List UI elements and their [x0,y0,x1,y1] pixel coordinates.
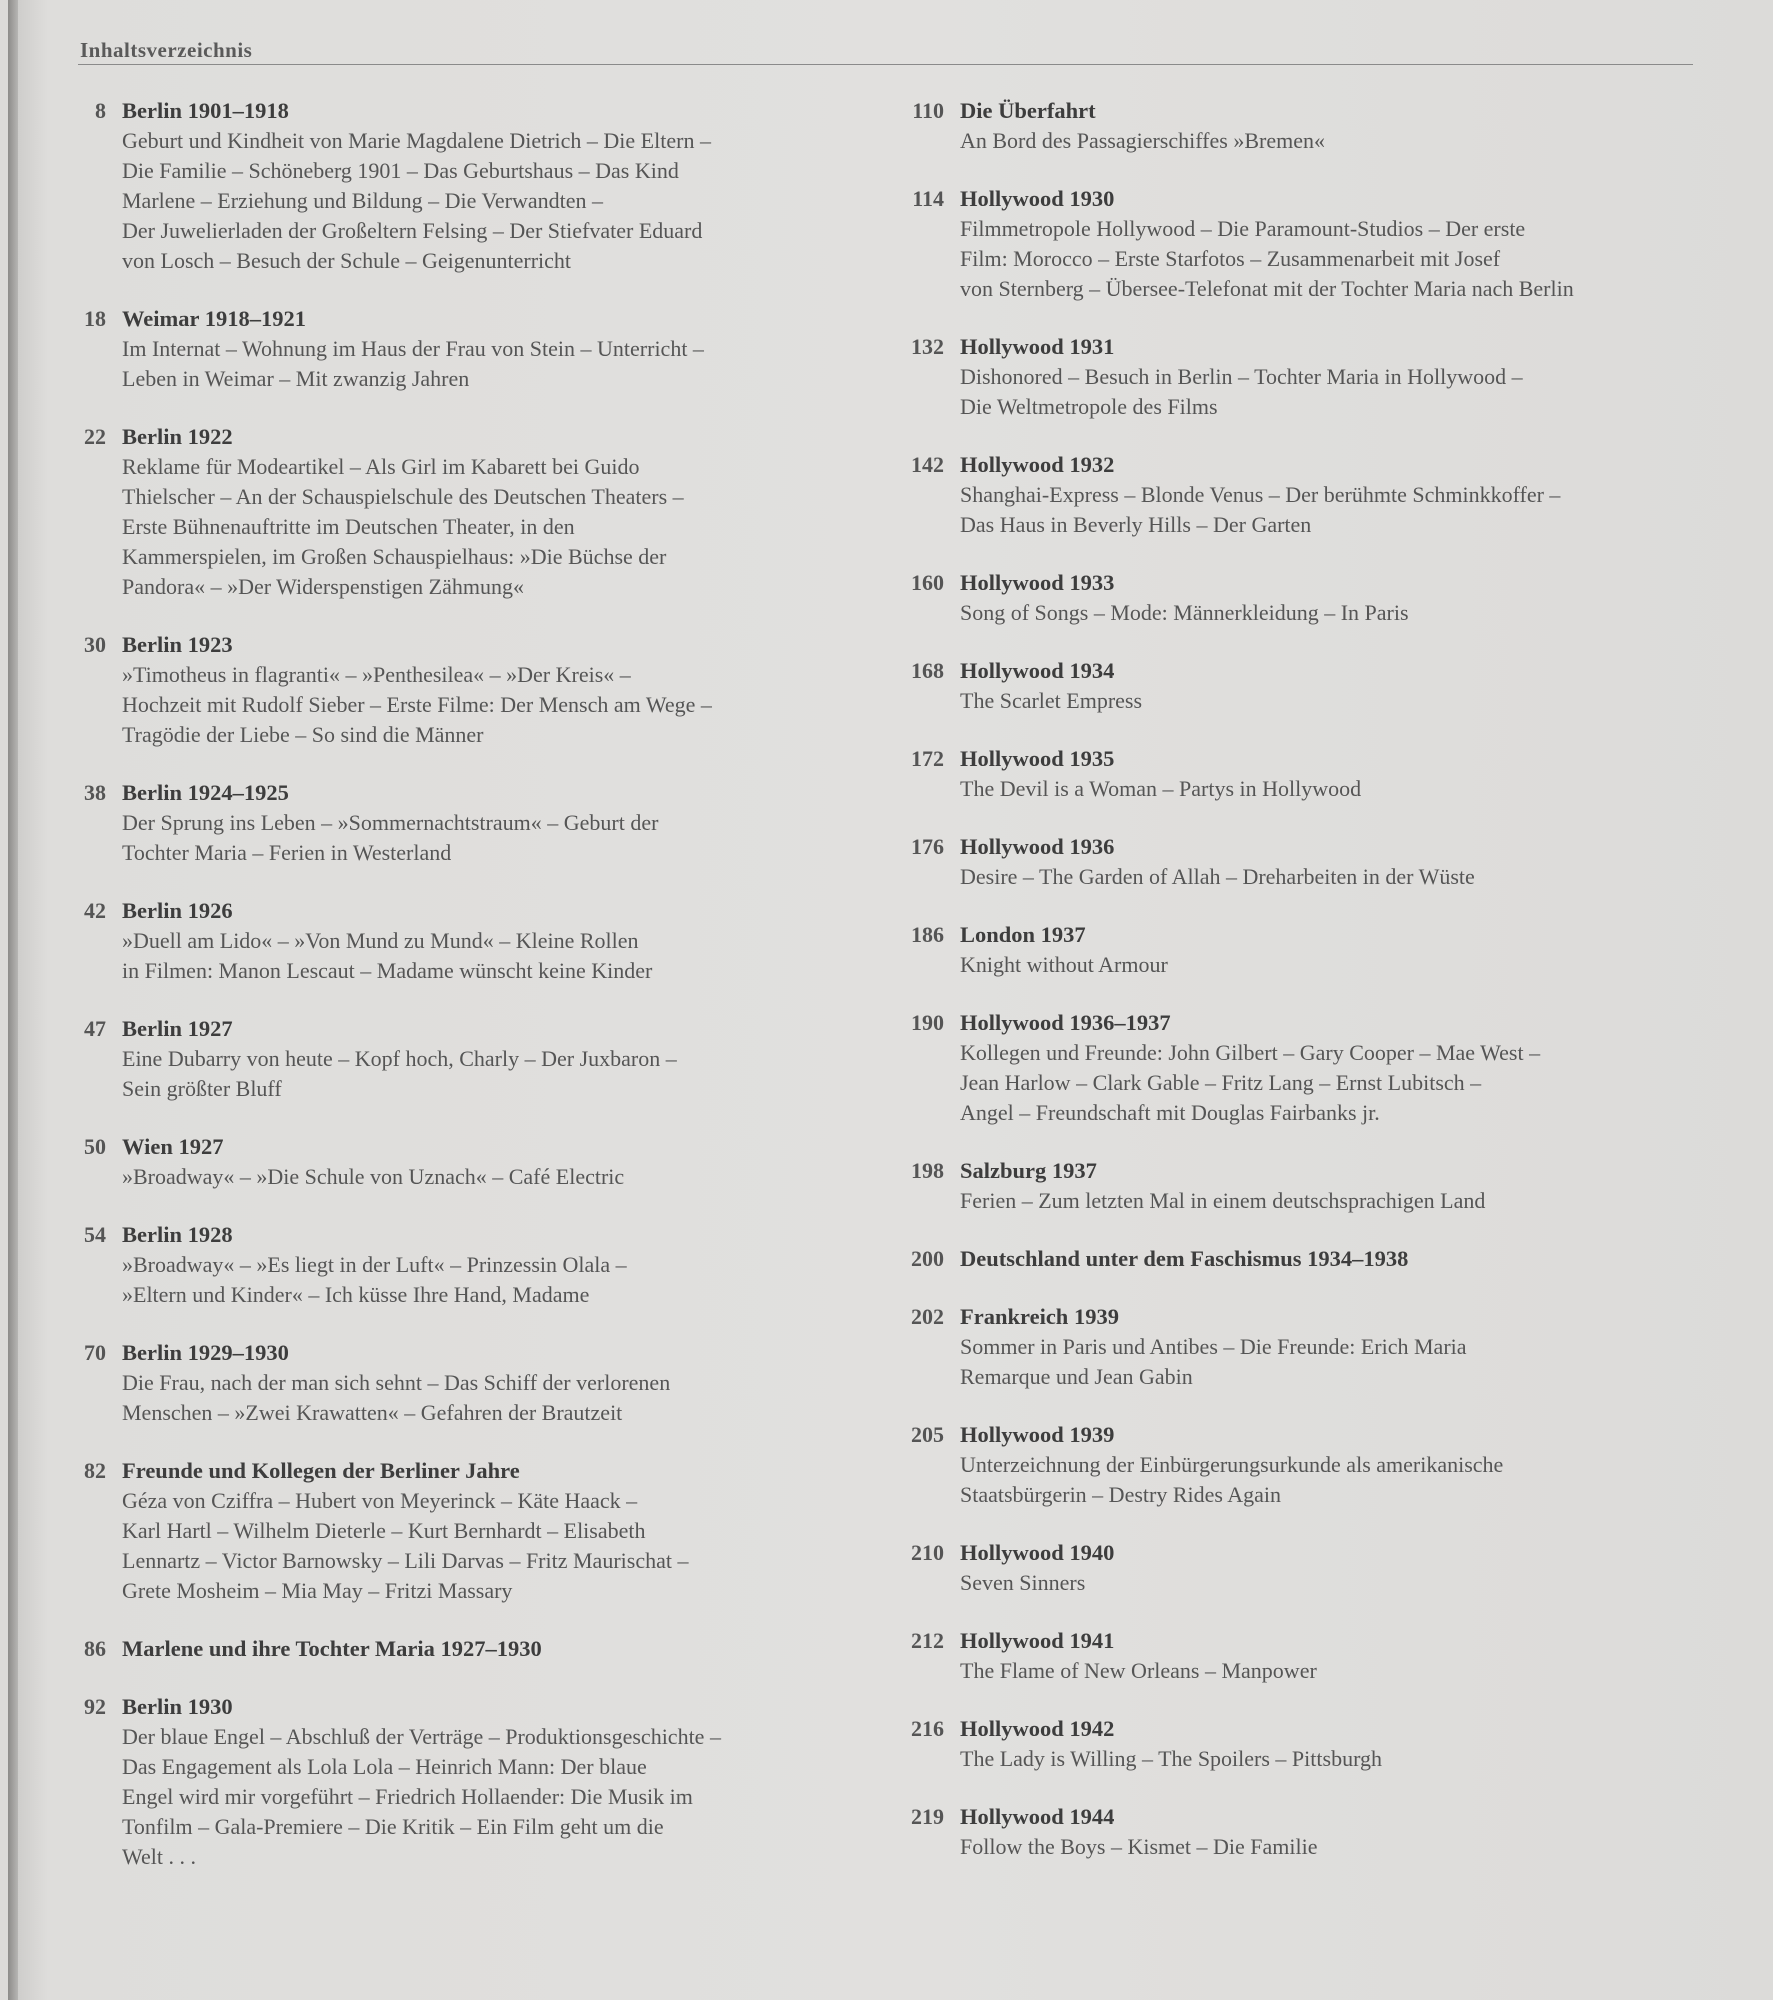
toc-entry-body [960,920,1724,980]
toc-chapter-title: Berlin 1923 [122,632,233,657]
toc-chapter-title: Freunde und Kollegen der Berliner Jahre [122,1458,520,1483]
toc-page-number: 110 [912,98,944,123]
toc-entry-body [122,96,846,276]
toc-chapter-description: The Flame of New Orleans – Manpower [960,1658,1317,1683]
toc-entry-body [122,1456,846,1606]
toc-entry-body [960,450,1724,540]
toc-entry-body [122,1634,846,1664]
page-header: Inhaltsverzeichnis [80,38,253,62]
toc-page-number: 18 [84,306,106,331]
toc-chapter-title: Salzburg 1937 [960,1158,1097,1183]
toc-chapter-title: Berlin 1928 [122,1222,233,1247]
toc-chapter-title: Frankreich 1939 [960,1304,1119,1329]
toc-chapter-title: Berlin 1929–1930 [122,1340,289,1365]
toc-entry [894,1156,1724,1216]
toc-chapter-title: Hollywood 1941 [960,1628,1115,1653]
toc-entry [66,1132,846,1192]
toc-page-number: 172 [911,746,944,771]
toc-chapter-description: Filmmetropole Hollywood – Die Paramount-Studios – Der erste Film: Morocco – Erste Starfotos – Zusammenarbeit mit Josef von Sternberg – Übersee-Telefonat mit der Tochter Maria nach Berlin [960,216,1574,301]
toc-entry [894,1244,1724,1274]
toc-entry [66,1456,846,1606]
toc-entry [894,744,1724,804]
toc-entry [66,96,846,276]
toc-entry-body [122,1014,846,1104]
toc-entry-body [960,1244,1724,1274]
toc-page-number: 70 [84,1340,106,1365]
toc-page-number: 160 [911,570,944,595]
toc-entry-body [122,1132,846,1192]
toc-page-number: 132 [911,334,944,359]
toc-entry [894,1420,1724,1510]
toc-chapter-description: Géza von Cziffra – Hubert von Meyerinck – Käte Haack – Karl Hartl – Wilhelm Dieterle – Kurt Bernhardt – Elisabeth Lennartz – Victor Barnowsky – Lili Darvas – Fritz Maurischat – Grete Mosheim – Mia May – Fritzi Massary [122,1488,689,1603]
toc-page-number: 198 [911,1158,944,1183]
toc-entry [894,832,1724,892]
toc-page-number: 186 [911,922,944,947]
toc-chapter-title: Hollywood 1944 [960,1804,1115,1829]
toc-chapter-description: Seven Sinners [960,1570,1086,1595]
toc-entry-body [122,1220,846,1310]
toc-entry [894,920,1724,980]
toc-page-number: 176 [911,834,944,859]
toc-entry [66,1220,846,1310]
toc-chapter-description: The Devil is a Woman – Partys in Hollywood [960,776,1362,801]
toc-page-number: 86 [84,1636,106,1661]
toc-entry [894,568,1724,628]
toc-entry-body [960,568,1724,628]
toc-chapter-description: Im Internat – Wohnung im Haus der Frau von Stein – Unterricht – Leben in Weimar – Mit zwanzig Jahren [122,336,704,391]
toc-page-number: 47 [84,1016,106,1041]
toc-page-number: 205 [911,1422,944,1447]
toc-chapter-title: London 1937 [960,922,1086,947]
toc-chapter-title: Marlene und ihre Tochter Maria 1927–1930 [122,1636,542,1661]
toc-chapter-title: Hollywood 1932 [960,452,1115,477]
toc-entry [894,1626,1724,1686]
toc-chapter-title: Hollywood 1939 [960,1422,1115,1447]
toc-entry [894,1008,1724,1128]
toc-entry [66,778,846,868]
toc-chapter-title: Hollywood 1936–1937 [960,1010,1171,1035]
toc-chapter-description: The Lady is Willing – The Spoilers – Pittsburgh [960,1746,1382,1771]
toc-entry-body [960,1626,1724,1686]
toc-entry-body [960,96,1724,156]
toc-entry [66,1338,846,1428]
toc-chapter-description: Der blaue Engel – Abschluß der Verträge – Produktionsgeschichte – Das Engagement als Lola Lola – Heinrich Mann: Der blaue Engel wird mir vorgeführt – Friedrich Hollaender: Die Musik im Tonfilm – Gala-Premiere – Die Kritik – Ein Film geht um die Welt . . . [122,1724,721,1869]
toc-entry-body [960,332,1724,422]
toc-chapter-title: Hollywood 1930 [960,186,1115,211]
toc-chapter-description: »Duell am Lido« – »Von Mund zu Mund« – Kleine Rollen in Filmen: Manon Lescaut – Madame wünscht keine Kinder [122,928,653,983]
header-rule [78,64,1693,65]
book-spine-shadow [8,0,18,2000]
toc-entry-body [122,1692,846,1872]
toc-chapter-title: Berlin 1924–1925 [122,780,289,805]
toc-page-number: 114 [912,186,944,211]
toc-entry [894,656,1724,716]
toc-page-number: 30 [84,632,106,657]
toc-page-number: 92 [84,1694,106,1719]
toc-entry [894,96,1724,156]
toc-page-number: 8 [95,98,106,123]
toc-entry [894,332,1724,422]
toc-page-number: 202 [911,1304,944,1329]
toc-entry-body [960,656,1724,716]
toc-chapter-description: »Broadway« – »Es liegt in der Luft« – Prinzessin Olala – »Eltern und Kinder« – Ich küsse Ihre Hand, Madame [122,1252,627,1307]
toc-entry-body [960,1008,1724,1128]
toc-left-column [66,96,846,1900]
toc-entry-body [122,422,846,602]
toc-page-number: 210 [911,1540,944,1565]
toc-entry [894,450,1724,540]
toc-page-number: 190 [911,1010,944,1035]
toc-entry [894,1714,1724,1774]
toc-entry [66,1014,846,1104]
toc-chapter-description: Dishonored – Besuch in Berlin – Tochter Maria in Hollywood – Die Weltmetropole des Films [960,364,1523,419]
toc-entry [66,630,846,750]
toc-chapter-title: Berlin 1927 [122,1016,233,1041]
toc-entry-body [960,1302,1724,1392]
toc-chapter-title: Hollywood 1942 [960,1716,1115,1741]
toc-entry-body [960,1156,1724,1216]
toc-chapter-title: Hollywood 1936 [960,834,1115,859]
toc-chapter-description: Knight without Armour [960,952,1168,977]
toc-right-column [894,96,1724,1890]
toc-chapter-title: Hollywood 1940 [960,1540,1115,1565]
toc-chapter-description: Shanghai-Express – Blonde Venus – Der berühmte Schminkkoffer – Das Haus in Beverly Hills – Der Garten [960,482,1561,537]
toc-entry-body [122,1338,846,1428]
toc-entry-body [122,304,846,394]
toc-chapter-title: Hollywood 1933 [960,570,1115,595]
toc-chapter-title: Die Überfahrt [960,98,1096,123]
toc-chapter-title: Hollywood 1935 [960,746,1115,771]
toc-page-number: 142 [911,452,944,477]
toc-entry-body [960,744,1724,804]
toc-page-number: 219 [911,1804,944,1829]
toc-chapter-description: Die Frau, nach der man sich sehnt – Das Schiff der verlorenen Menschen – »Zwei Krawatten« – Gefahren der Brautzeit [122,1370,671,1425]
toc-page-number: 82 [84,1458,106,1483]
toc-chapter-title: Weimar 1918–1921 [122,306,306,331]
toc-entry-body [122,896,846,986]
toc-page-number: 212 [911,1628,944,1653]
toc-entry-body [960,832,1724,892]
toc-entry [894,1538,1724,1598]
toc-entry-body [960,184,1724,304]
toc-page-number: 42 [84,898,106,923]
toc-chapter-description: Eine Dubarry von heute – Kopf hoch, Charly – Der Juxbaron – Sein größter Bluff [122,1046,677,1101]
toc-chapter-description: The Scarlet Empress [960,688,1143,713]
toc-entry [66,1634,846,1664]
toc-chapter-title: Berlin 1901–1918 [122,98,289,123]
toc-chapter-title: Berlin 1922 [122,424,233,449]
toc-chapter-description: Geburt und Kindheit von Marie Magdalene Dietrich – Die Eltern – Die Familie – Schöneberg 1901 – Das Geburtshaus – Das Kind Marlene – Erziehung und Bildung – Die Verwandten – Der Juwelierladen der Großeltern Felsing – Der Stiefvater Eduard von Losch – Besuch der Schule – Geigenunterricht [122,128,711,273]
toc-entry [894,1302,1724,1392]
toc-page-number: 54 [84,1222,106,1247]
toc-entry-body [122,630,846,750]
book-page [8,0,1773,2000]
toc-entry-body [122,778,846,868]
toc-entry-body [960,1714,1724,1774]
toc-entry-body [960,1538,1724,1598]
toc-entry [894,1802,1724,1862]
toc-chapter-title: Hollywood 1931 [960,334,1115,359]
toc-chapter-description: »Timotheus in flagranti« – »Penthesilea« – »Der Kreis« – Hochzeit mit Rudolf Sieber – Erste Filme: Der Mensch am Wege – Tragödie der Liebe – So sind die Männer [122,662,712,747]
toc-chapter-description: Sommer in Paris und Antibes – Die Freunde: Erich Maria Remarque und Jean Gabin [960,1334,1467,1389]
toc-chapter-description: Reklame für Modeartikel – Als Girl im Kabarett bei Guido Thielscher – An der Schauspielschule des Deutschen Theaters – Erste Bühnenauftritte im Deutschen Theater, in den Kammerspielen, im Großen Schauspielhaus: »Die Büchse der Pandora« – »Der Widerspenstigen Zähmung« [122,454,684,599]
toc-entry [66,896,846,986]
toc-entry [894,184,1724,304]
toc-chapter-description: Song of Songs – Mode: Männerkleidung – In Paris [960,600,1409,625]
toc-chapter-description: »Broadway« – »Die Schule von Uznach« – Café Electric [122,1164,625,1189]
toc-entry-body [960,1802,1724,1862]
toc-page-number: 50 [84,1134,106,1159]
toc-chapter-title: Berlin 1926 [122,898,233,923]
toc-entry [66,422,846,602]
toc-chapter-title: Wien 1927 [122,1134,224,1159]
toc-page-number: 168 [911,658,944,683]
toc-page-number: 22 [84,424,106,449]
toc-chapter-title: Berlin 1930 [122,1694,233,1719]
toc-chapter-description: Ferien – Zum letzten Mal in einem deutschsprachigen Land [960,1188,1486,1213]
toc-entry-body [960,1420,1724,1510]
toc-entry [66,304,846,394]
toc-chapter-description: An Bord des Passagierschiffes »Bremen« [960,128,1325,153]
toc-chapter-description: Follow the Boys – Kismet – Die Familie [960,1834,1318,1859]
toc-page-number: 38 [84,780,106,805]
toc-chapter-description: Desire – The Garden of Allah – Dreharbeiten in der Wüste [960,864,1475,889]
toc-chapter-description: Kollegen und Freunde: John Gilbert – Gary Cooper – Mae West – Jean Harlow – Clark Gable – Fritz Lang – Ernst Lubitsch – Angel – Freundschaft mit Douglas Fairbanks jr. [960,1040,1541,1125]
toc-chapter-title: Hollywood 1934 [960,658,1115,683]
toc-chapter-description: Der Sprung ins Leben – »Sommernachtstraum« – Geburt der Tochter Maria – Ferien in Westerland [122,810,659,865]
toc-page-number: 216 [911,1716,944,1741]
toc-entry [66,1692,846,1872]
toc-chapter-description: Unterzeichnung der Einbürgerungsurkunde als amerikanische Staatsbürgerin – Destry Rides Again [960,1452,1504,1507]
toc-chapter-title: Deutschland unter dem Faschismus 1934–1938 [960,1246,1409,1271]
toc-page-number: 200 [911,1246,944,1271]
